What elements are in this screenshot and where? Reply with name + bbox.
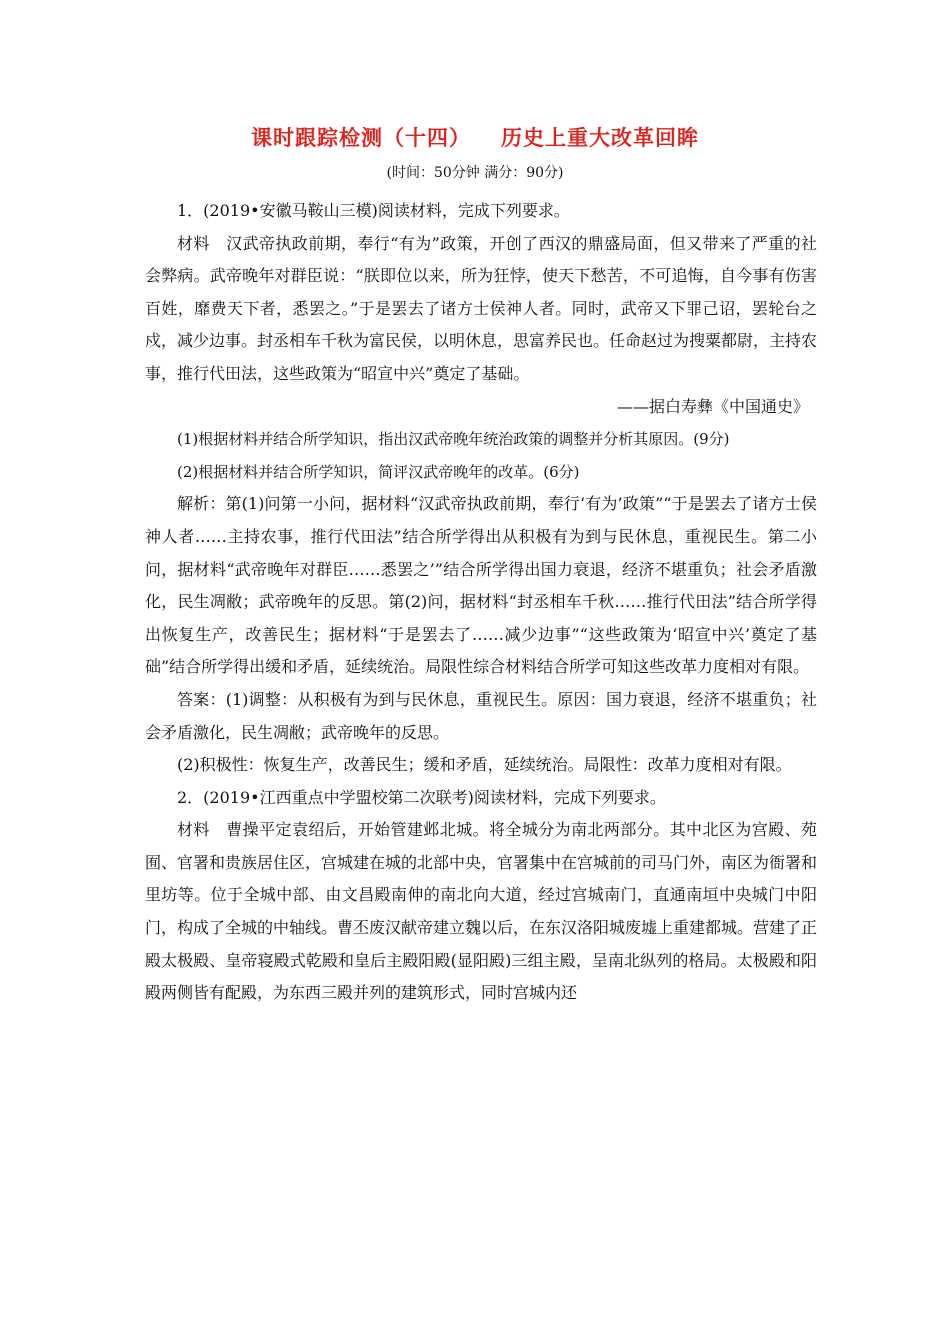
question-1-answer-2: (2)积极性：恢复生产，改善民生；缓和矛盾，延续统治。局限性：改革力度相对有限。 xyxy=(177,755,792,775)
material-citation: ——据白寿彝《中国通史》 xyxy=(616,396,809,416)
question-1-part-1: (1)根据材料并结合所学知识，指出汉武帝晚年统治政策的调整并分析其原因。(9分) xyxy=(177,430,730,449)
question-1-answer-1: 答案：(1)调整：从积极有为到与民休息，重视民生。原因：国力衰退，经济不堪重负；社会矛盾激化，民生凋敝；武帝晚年的反思。 xyxy=(145,689,817,742)
question-1-material: 材料 汉武帝执政前期，奉行“有为”政策，开创了西汉的鼎盛局面，但又带来了严重的社会弊病。武帝晚年对群臣说：“朕即位以来，所为狂悖，使天下愁苦，不可追悔，自今事有伤害百姓，靡费天下者，悉罢之。”于是罢去了诸方士侯神人者。同时，武帝又下罪己诏，罢轮台之戍，减少边事。封丞相车千秋为富民侯，以明休息，思富养民也。任命赵过为搜粟都尉，主持农事，推行代田法，这些政策为“昭宣中兴”奠定了基础。 xyxy=(145,233,818,383)
question-1-analysis: 解析：第(1)问第一小问，据材料“汉武帝执政前期，奉行‘有为’政策”“于是罢去了诸方士侯神人者……主持农事，推行代田法”结合所学得出从积极有为到与民休息，重视民生。第二小问，据材料“武帝晚年对群臣……悉罢之’”结合所学得出国力衰退，经济不堪重负；社会矛盾激化，民生凋敝；武帝晚年的反思。第(2)问，据材料“封丞相车千秋……推行代田法”结合所学得出恢复生产，改善民生；据材料“于是罢去了……减少边事”“这些政策为‘昭宣中兴’奠定了基础”结合所学得出缓和矛盾，延续统治。局限性综合材料结合所学可知这些改革力度相对有限。 xyxy=(145,494,817,677)
question-1-part-2: (2)根据材料并结合所学知识，简评汉武帝晚年的改革。(6分) xyxy=(177,462,580,481)
question-1-prompt: 1．(2019•安徽马鞍山三模)阅读材料，完成下列要求。 xyxy=(177,201,570,220)
question-2-prompt: 2．(2019•江西重点中学盟校第二次联考)阅读材料，完成下列要求。 xyxy=(177,787,666,807)
document-body xyxy=(145,195,817,1010)
title-right: 历史上重大改革回眸 xyxy=(501,126,699,150)
question-2-material: 材料 曹操平定袁绍后，开始管建邺北城。将全城分为南北两部分。其中北区为宫殿、苑囿、官署和贵族居住区，宫城建在城的北部中央，官署集中在宫城前的司马门外，南区为衙署和里坊等。位于全城中部、由文昌殿南伸的南北向大道，经过宫城南门，直通南垣中央城门中阳门，构成了全城的中轴线。曹丕废汉献帝建立魏以后，在东汉洛阳城废墟上重建都城。营建了正殿太极殿、皇帝寝殿式乾殿和皇后主殿阳殿(显阳殿)三组主殿，呈南北纵列的格局。太极殿和阳殿两侧皆有配殿，为东西三殿并列的建筑形式，同时宫城内还 xyxy=(145,820,818,1003)
time-score-info: (时间：50分钟 满分：90分) xyxy=(386,165,564,181)
title-left: 课时跟踪检测（十四） xyxy=(251,126,471,150)
page-title xyxy=(0,122,950,152)
